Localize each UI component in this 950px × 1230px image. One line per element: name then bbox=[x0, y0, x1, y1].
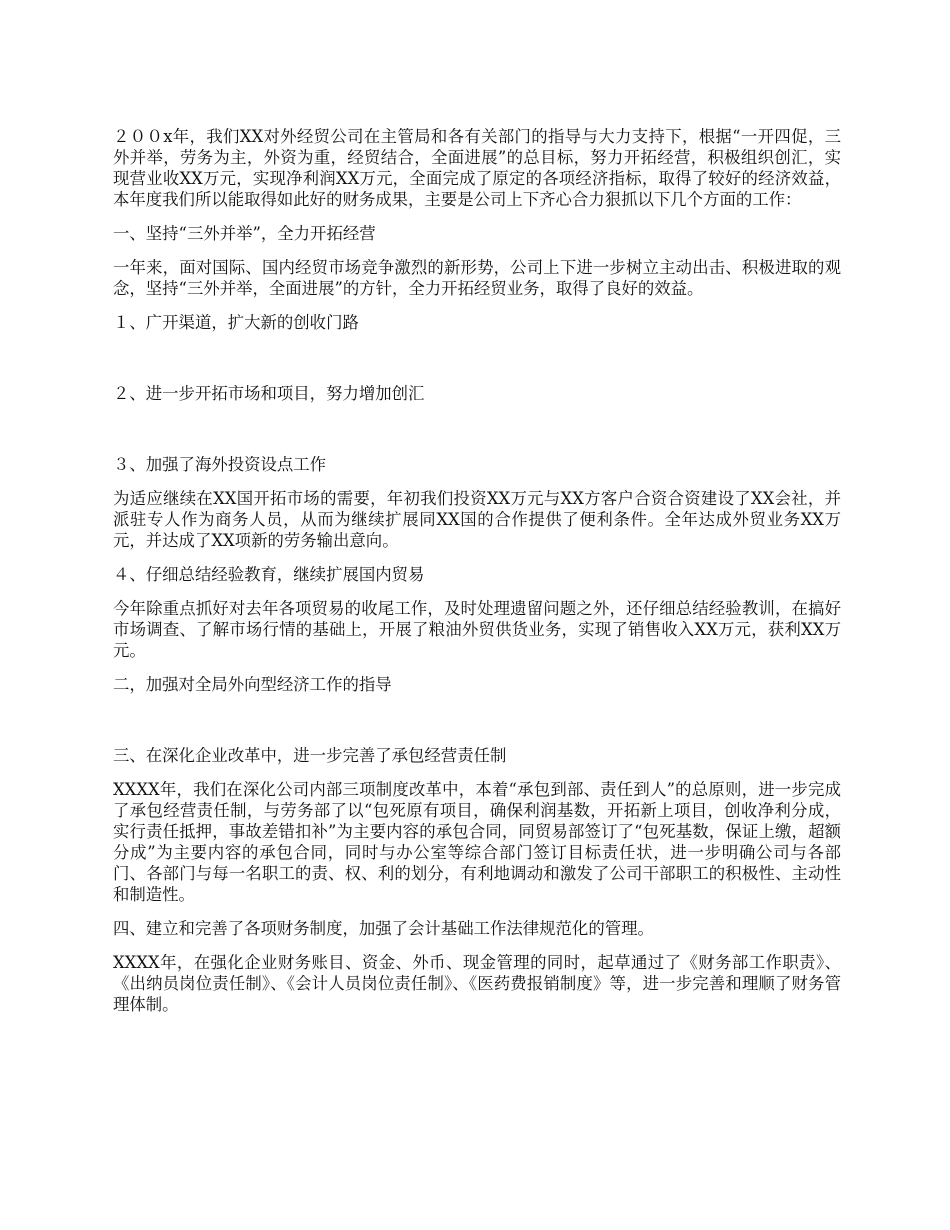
section-3-paragraph: XXXX年，我们在深化公司内部三项制度改革中，本着“承包到部、责任到人”的总原则，进一步完成了承包经营责任制，与劳务部了以“包死原有项目，确保利润基数，开拓新上项目，创收净利分成，实行责任抵押，事故差错扣补”为主要内容的承包合同，同贸易部签订了“包死基数，保证上缴，超额分成”为主要内容的承包合同，同时与办公室等综合部门签订目标责任状，进一步明确公司与各部门、各部门与每一名职工的责、权、利的划分，有利地调动和激发了公司干部职工的积极性、主动性和制造性。 bbox=[113, 780, 841, 904]
document-body bbox=[113, 126, 841, 1015]
section-heading-4: 四、建立和完善了各项财务制度，加强了会计基础工作法律规范化的管理。 bbox=[113, 919, 654, 938]
intro-paragraph: ２００x年，我们XX对外经贸公司在主管局和各有关部门的指导与大力支持下，根据“一开四促，三外并举，劳务为主，外资为重，经贸结合，全面进展”的总目标，努力开拓经营，积极组织创汇，实现营业收XX万元，实现净利润XX万元，全面完成了原定的各项经济指标，取得了较好的经济效益，本年度我们所以能取得如此好的财务成果，主要是公司上下齐心合力狠抓以下几个方面的工作： bbox=[113, 127, 841, 209]
section-heading-3: 三、在深化企业改革中，进一步完善了承包经营责任制 bbox=[113, 746, 507, 765]
subheading-1-2: ２、进一步开拓市场和项目，努力增加创汇 bbox=[113, 384, 425, 403]
section-4-paragraph: XXXX年，在强化企业财务账目、资金、外币、现金管理的同时，起草通过了《财务部工作职责》、《出纳员岗位责任制》、《会计人员岗位责任制》、《医药费报销制度》等，进一步完善和理顺了财务管理体制。 bbox=[113, 953, 841, 1014]
section-heading-1: 一、坚持“三外并举”，全力开拓经营 bbox=[113, 224, 376, 243]
section-1-paragraph: 一年来，面对国际、国内经贸市场竞争激烈的新形势，公司上下进一步树立主动出击、积极进取的观念，坚持“三外并举，全面进展”的方针，全力开拓经贸业务，取得了良好的效益。 bbox=[113, 258, 841, 298]
subsection-1-4-paragraph: 今年除重点抓好对去年各项贸易的收尾工作，及时处理遗留问题之外，还仔细总结经验教训，在搞好市场调查、了解市场行情的基础上，开展了粮油外贸供货业务，实现了销售收入XX万元，获利XX万元。 bbox=[113, 599, 841, 660]
subsection-1-3-paragraph: 为适应继续在XX国开拓市场的需要，年初我们投资XX万元与XX方客户合资合资建设了XX会社，并派驻专人作为商务人员，从而为继续扩展同XX国的合作提供了便利条件。全年达成外贸业务XX万元，并达成了XX项新的劳务输出意向。 bbox=[113, 489, 841, 550]
subheading-1-1: １、广开渠道，扩大新的创收门路 bbox=[113, 313, 359, 332]
subheading-1-3: ３、加强了海外投资设点工作 bbox=[113, 455, 327, 474]
subheading-1-4: ４、仔细总结经验教育，继续扩展国内贸易 bbox=[113, 565, 425, 584]
section-heading-2: 二，加强对全局外向型经济工作的指导 bbox=[113, 675, 392, 694]
